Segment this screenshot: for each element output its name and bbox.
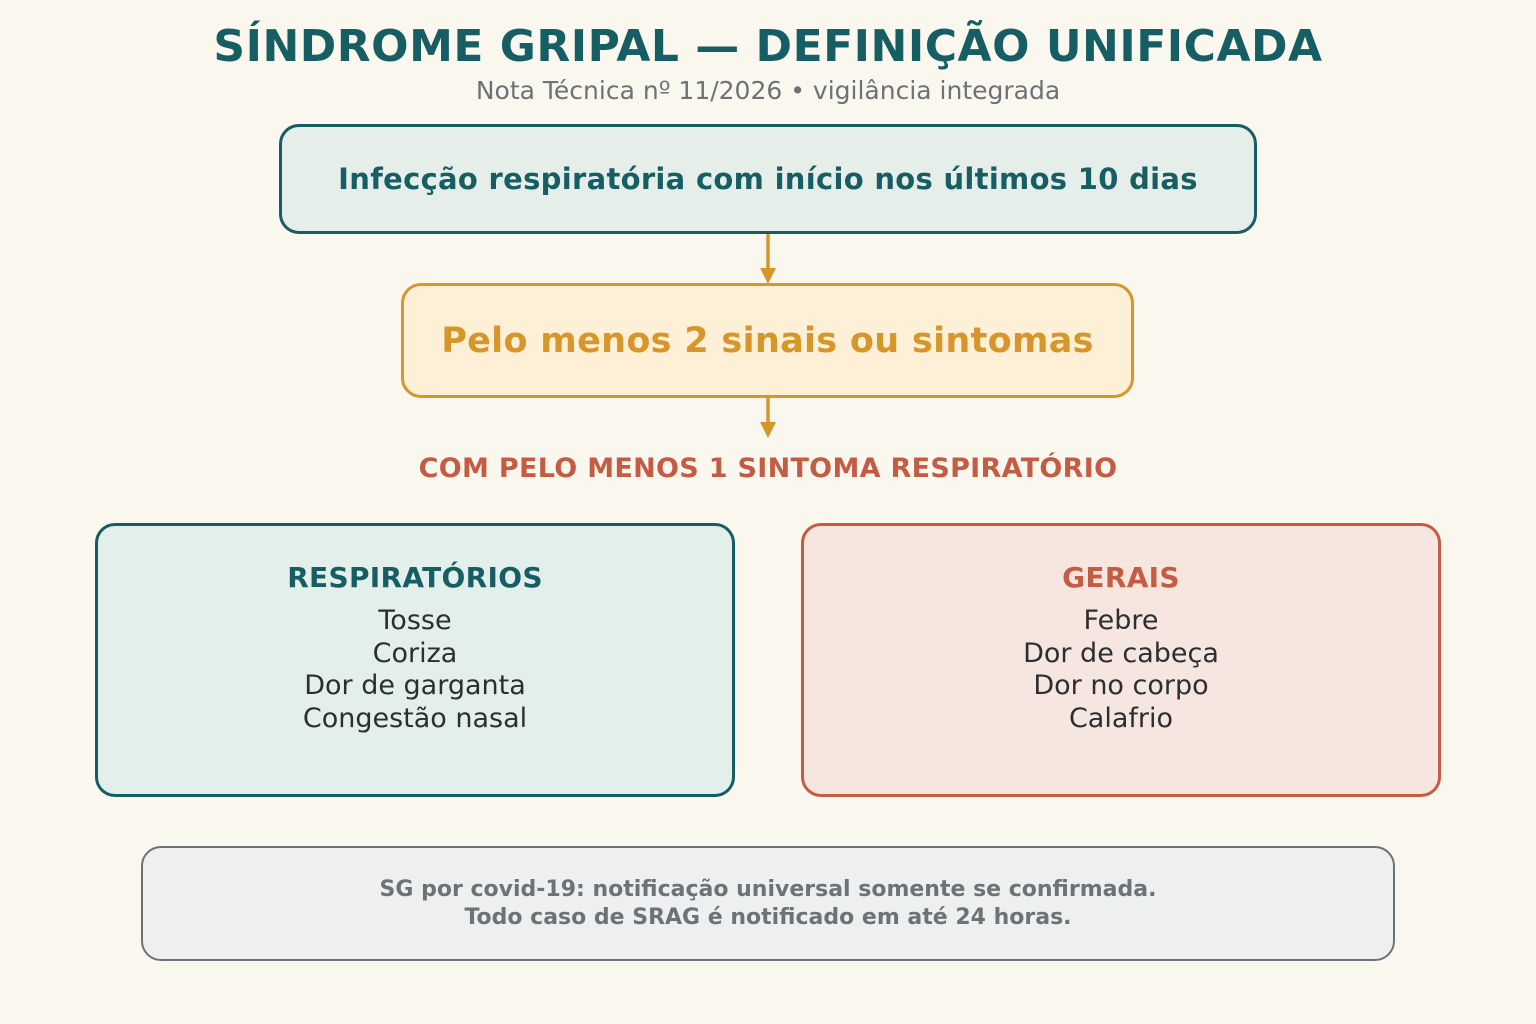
symptom-item: Dor de garganta: [304, 670, 526, 701]
symptom-item: Coriza: [372, 637, 458, 669]
general-symptoms-panel: [801, 523, 1441, 797]
general-panel-title: GERAIS: [1062, 561, 1180, 594]
symptom-item: Calafrio: [1068, 702, 1174, 734]
respiratory-symptoms-panel: [95, 523, 735, 797]
notification-note-box: [141, 846, 1395, 961]
notification-note-line-2: Todo caso de SRAG é notificado em até 24 horas.: [464, 904, 1072, 930]
flow-arrow-down-icon: [758, 398, 778, 438]
symptom-item: Dor no corpo: [1033, 670, 1209, 701]
criterion-onset-label: Infecção respiratória com início nos últimos 10 dias: [338, 162, 1198, 196]
page-subtitle: Nota Técnica nº 11/2026 • vigilância integrada: [475, 76, 1061, 105]
respiratory-symptom-list: [98, 605, 732, 735]
respiratory-condition-label: COM PELO MENOS 1 SINTOMA RESPIRATÓRIO: [418, 453, 1118, 484]
criterion-box-onset: [279, 124, 1257, 234]
page-title: SÍNDROME GRIPAL — DEFINIÇÃO UNIFICADA: [213, 21, 1323, 72]
symptom-item: Febre: [1083, 605, 1159, 636]
symptom-item: Dor de cabeça: [1023, 637, 1219, 669]
criterion-symptom-count-label: Pelo menos 2 sinais ou sintomas: [441, 320, 1094, 361]
symptom-item: Congestão nasal: [302, 702, 528, 734]
general-symptom-list: [804, 605, 1438, 735]
flow-arrow-down-icon: [758, 234, 778, 284]
symptom-item: Tosse: [378, 605, 452, 636]
criterion-box-symptom-count: [401, 283, 1134, 398]
respiratory-panel-title: RESPIRATÓRIOS: [287, 561, 543, 594]
notification-note-line-1: SG por covid-19: notificação universal somente se confirmada.: [379, 876, 1157, 902]
